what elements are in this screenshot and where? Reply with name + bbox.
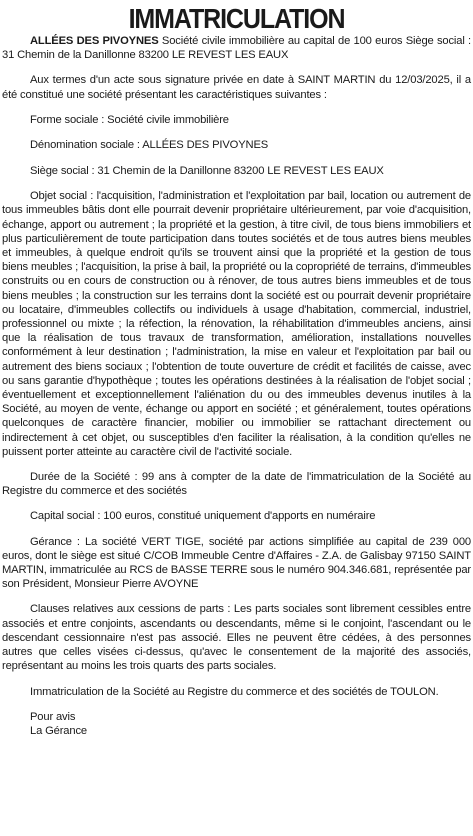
siege-social: Siège social : 31 Chemin de la Danillonne 83200 LE REVEST LES EAUX: [30, 165, 384, 177]
intro-paragraph: [2, 34, 471, 62]
company-name: ALLÉES DES PIVOYNES: [30, 35, 159, 47]
capital-social: Capital social : 100 euros, constitué uniquement d'apports en numéraire: [30, 510, 376, 523]
clauses-cessions: Clauses relatives aux cessions de parts : Les parts sociales sont librement cessibles entre associés et entre conjoints, ascendants ou descendants, même si le conjoint, l'ascendant ou le descendant cessionnaire n'est pas associé. Elles ne peuvent être cédées, à des personnes autres que celles visées ci-dessus, qu'avec le consentement de la majorité des associés, représentant au moins les trois quarts des parts sociales.: [2, 603, 471, 673]
gerance: Gérance : La société VERT TIGE, société par actions simplifiée au capital de 239 000 euros, dont le siège est situé C/COB Immeuble Centre d'Affaires - Z.A. de Galisbay 97150 SAINT MARTIN, immatriculée au RCS de BASSE TERRE sous le numéro 904.346.681, représentée par son Président, Monsieur Pierre AVOYNE: [2, 535, 471, 591]
legal-notice: [0, 2, 473, 738]
forme-sociale: Forme sociale : Société civile immobilière: [30, 113, 229, 126]
objet-social: Objet social : l'acquisition, l'administration et l'exploitation par bail, location ou autrement de tous immeubles bâtis dont elle pourrait devenir propriétaire ultérieurement, par voie d'acquisition, échange, apport ou autrement ; la propriété et la gestion, à titre civil, de tous biens immobiliers et plus particulièrement de toute participation dans toutes sociétés et de tous autres biens meubles et immeubles, à quelque endroit qu'ils se trouvent ainsi que la propriété et la gestion de tous biens meubles ; l'acquisition, la prise à bail, la propriété ou la copropriété de terrains, d'immeubles construits ou en cours de construction ou à rénover, de tous autres biens immeubles et de tous biens meubles ; la construction sur les terrains dont la société est ou pourrait devenir propriétaire ou locataire, d'immeubles collectifs ou individuels à usage d'habitation, commercial, industriel, professionnel ou mixte ; la réfection, la rénovation, la réhabilitation d'immeubles anciens, ainsi que la réalisation de tous travaux de transformation, amélioration, installations nouvelles conformément à leur destination ; l'administration, la mise en valeur et l'exploitation par bail ou autrement des biens sociaux ; l'obtention de toute ouverture de crédit et facilités de caisse, avec ou sans garantie d'hypothèque ; toutes les opérations destinées à la réalisation de l'objet social ; éventuellement et exceptionnellement l'aliénation du ou des immeubles devenus inutiles à la Société, au moyen de vente, échange ou apport en société ; et généralement, toutes opérations quelconques de caractère financier, mobilier ou immobilier se rattachant directement ou indirectement à cet objet, ou susceptibles d'en faciliter la réalisation, à la condition qu'elles ne puissent porter atteinte au caractère civil de l'activité sociale.: [2, 190, 471, 458]
act-paragraph: Aux termes d'un acte sous signature privée en date à SAINT MARTIN du 12/03/2025, il a été constitué une société présentant les caractéristiques suivantes :: [2, 74, 471, 101]
notice-title: IMMATRICULATION: [128, 3, 345, 35]
signature: La Gérance: [30, 724, 87, 737]
intro-text: Société civile immobilière au capital de 100 euros Siège social : 31 Chemin de la Danillonne 83200 LE REVEST LES EAUX: [2, 35, 472, 62]
duree-societe: Durée de la Société : 99 ans à compter de la date de l'immatriculation de la Société au Registre du commerce et des sociétés: [2, 471, 471, 498]
denomination-sociale: Dénomination sociale : ALLÉES DES PIVOYNES: [30, 139, 269, 152]
immatriculation-rcs: Immatriculation de la Société au Registre du commerce et des sociétés de TOULON.: [30, 685, 439, 698]
closing-line: Pour avis: [30, 710, 76, 723]
